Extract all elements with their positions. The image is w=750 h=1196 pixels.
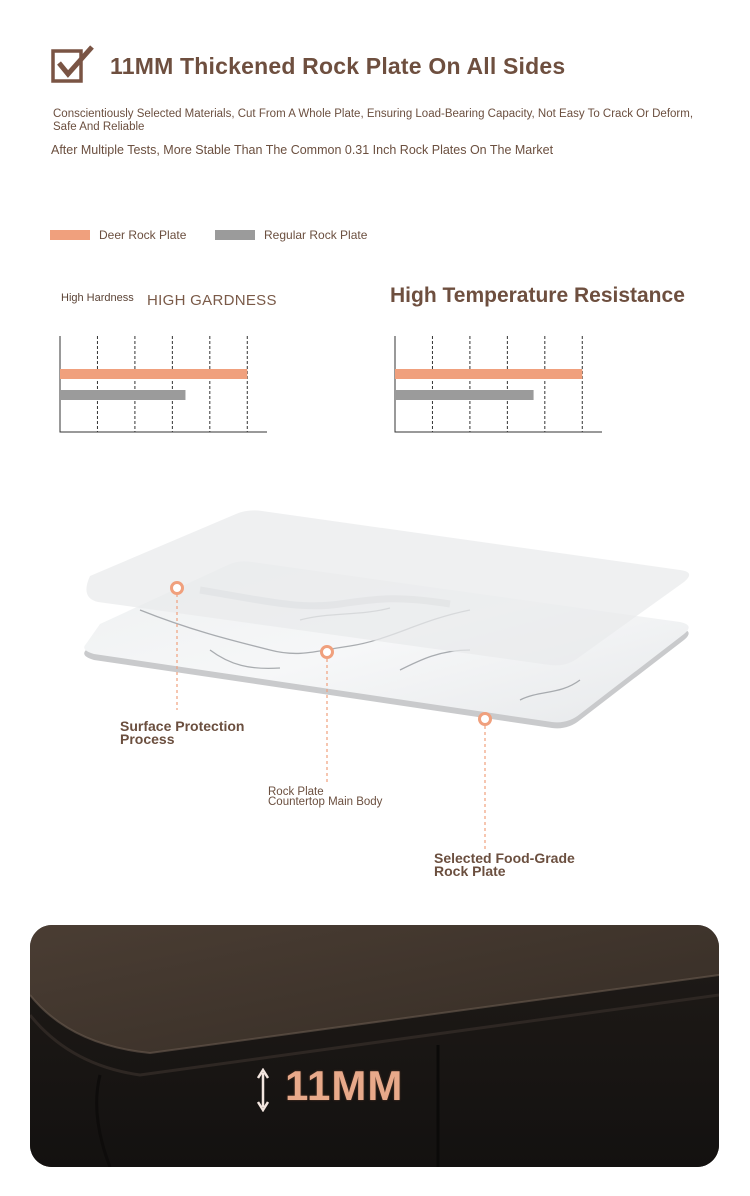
bar-regular-rock-plate bbox=[395, 390, 534, 400]
chart-title-hardness: High Hardness bbox=[61, 292, 134, 304]
chart-axes bbox=[395, 336, 602, 432]
bar-deer-rock-plate bbox=[395, 369, 582, 379]
callout-main-body-line2: Countertop Main Body bbox=[268, 796, 383, 808]
callout-surface-protection-line2: Process bbox=[120, 731, 175, 747]
description-line-1: Conscientiously Selected Materials, Cut From A Whole Plate, Ensuring Load-Bearing Capacity, Not Easy To Crack Or Deform, Safe And Reliable bbox=[53, 108, 694, 133]
hardness-bar-chart bbox=[59, 336, 267, 433]
legend-label-regular: Regular Rock Plate bbox=[264, 228, 368, 242]
legend-item-regular bbox=[215, 228, 367, 242]
callout-food-grade-line1: Selected Food-Grade bbox=[434, 850, 575, 866]
chart-subtitle-hardness: HIGH GARDNESS bbox=[147, 292, 277, 309]
bar-deer-rock-plate bbox=[60, 369, 247, 379]
thickness-label: 11MM bbox=[285, 1062, 404, 1109]
legend-label-deer: Deer Rock Plate bbox=[99, 228, 187, 242]
legend-swatch-regular bbox=[215, 230, 255, 240]
rock-plate-diagram bbox=[0, 500, 750, 890]
countertop-edge-photo bbox=[30, 925, 719, 1167]
checkbox-check-icon bbox=[50, 45, 96, 85]
page-title: 11MM Thickened Rock Plate On All Sides bbox=[110, 53, 566, 79]
bar-regular-rock-plate bbox=[60, 390, 185, 400]
legend-swatch-deer bbox=[50, 230, 90, 240]
chart-title-temperature: High Temperature Resistance bbox=[390, 284, 685, 307]
callout-food-grade-line2: Rock Plate bbox=[434, 863, 506, 879]
callout-surface-protection-line1: Surface Protection bbox=[120, 718, 245, 734]
legend-item-deer bbox=[50, 228, 186, 242]
chart-axes bbox=[60, 336, 267, 432]
callout-food-grade bbox=[434, 852, 575, 878]
callout-main-body bbox=[268, 787, 382, 807]
double-arrow-vertical-icon bbox=[255, 1068, 271, 1112]
description-line-2: After Multiple Tests, More Stable Than The Common 0.31 Inch Rock Plates On The Market bbox=[51, 143, 554, 157]
callout-surface-protection bbox=[120, 720, 244, 746]
countertop-edge-illustration bbox=[30, 925, 719, 1167]
temperature-bar-chart bbox=[394, 336, 602, 433]
callout-main-body-line1: Rock Plate bbox=[268, 786, 324, 798]
